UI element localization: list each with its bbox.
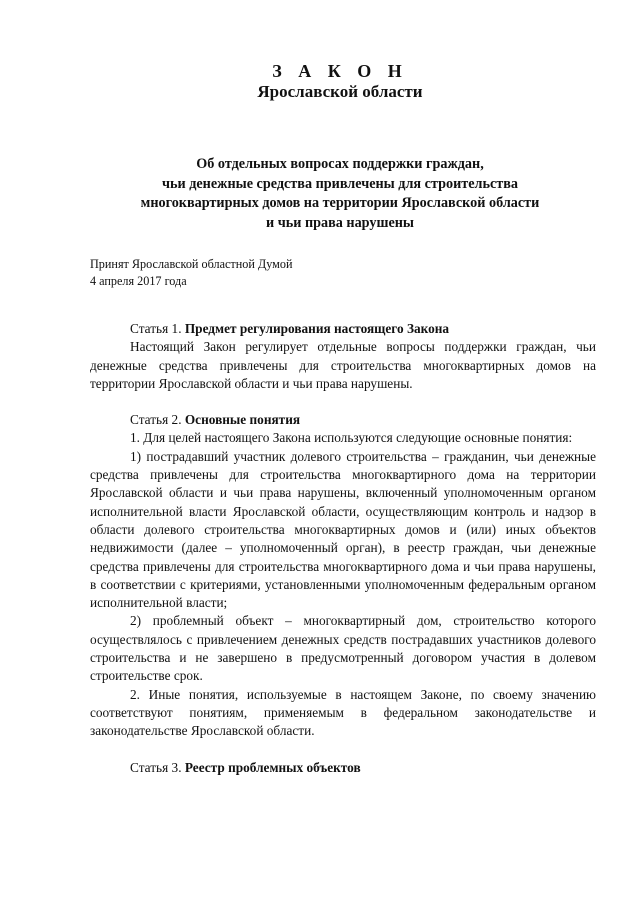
law-body (90, 320, 596, 777)
article-title: Реестр проблемных объектов (184, 759, 361, 775)
article-paragraph: 2) проблемный объект – многоквартирный дом, строительство которого осуществлялось с привлечением денежных средств пострадавших участников долевого строительства и не завершено в предусмотренный договором участия в долевом строительстве срок. (90, 613, 596, 684)
law-subject-line: чьи денежные средства привлечены для строительства (161, 175, 519, 192)
adoption-date: 4 апреля 2017 года (90, 274, 187, 288)
law-region: Ярославской области (257, 82, 423, 101)
article-heading (90, 320, 596, 338)
adoption-body: Принят Ярославской областной Думой (90, 257, 293, 271)
article-paragraph: Настоящий Закон регулирует отдельные вопросы поддержки граждан, чьи денежные средства привлечены для строительства многоквартирных домов на территории Ярославской области и чьи права нарушены. (90, 339, 596, 391)
article-paragraph: 1. Для целей настоящего Закона используются следующие основные понятия: (130, 430, 573, 446)
law-subject-line: Об отдельных вопросах поддержки граждан, (196, 156, 484, 172)
article-paragraph: 2. Иные понятия, используемые в настоящем Законе, по своему значению соответствуют понятиям, применяемым в федеральном законодательстве и законодательстве Ярославской области. (90, 686, 596, 739)
article-title: Предмет регулирования настоящего Закона (184, 321, 450, 336)
article-number: Статья 3. (130, 759, 185, 775)
article-title: Основные понятия (184, 412, 301, 428)
article-number: Статья 1. (130, 321, 185, 336)
article-paragraph: 1) пострадавший участник долевого строительства – гражданин, чьи денежные средства привлечены для строительства многоквартирного дома на территории Ярославской области и чьи права нарушены, включенный уполномоченным органом исполнительной власти Ярославской области, осуществляющим контроль и надзор в области долевого строительства многоквартирных домов и (или) иных объектов недвижимости (далее – уполномоченный орган), в реестр граждан, чьи денежные средства привлечены для строительства многоквартирного дома и чьи права нарушены, в соответствии с критериями, установленными уполномоченным федеральным органом исполнительной власти; (90, 448, 596, 611)
law-subject-line: и чьи права нарушены (266, 214, 414, 231)
adoption-note (90, 256, 292, 290)
law-subject (0, 155, 640, 233)
law-title: З А К О Н (272, 61, 408, 81)
article-number: Статья 2. (130, 412, 185, 428)
law-subject-line: многоквартирных домов на территории Ярославской области (140, 195, 540, 211)
article-heading (90, 759, 596, 777)
article-heading (90, 411, 596, 429)
